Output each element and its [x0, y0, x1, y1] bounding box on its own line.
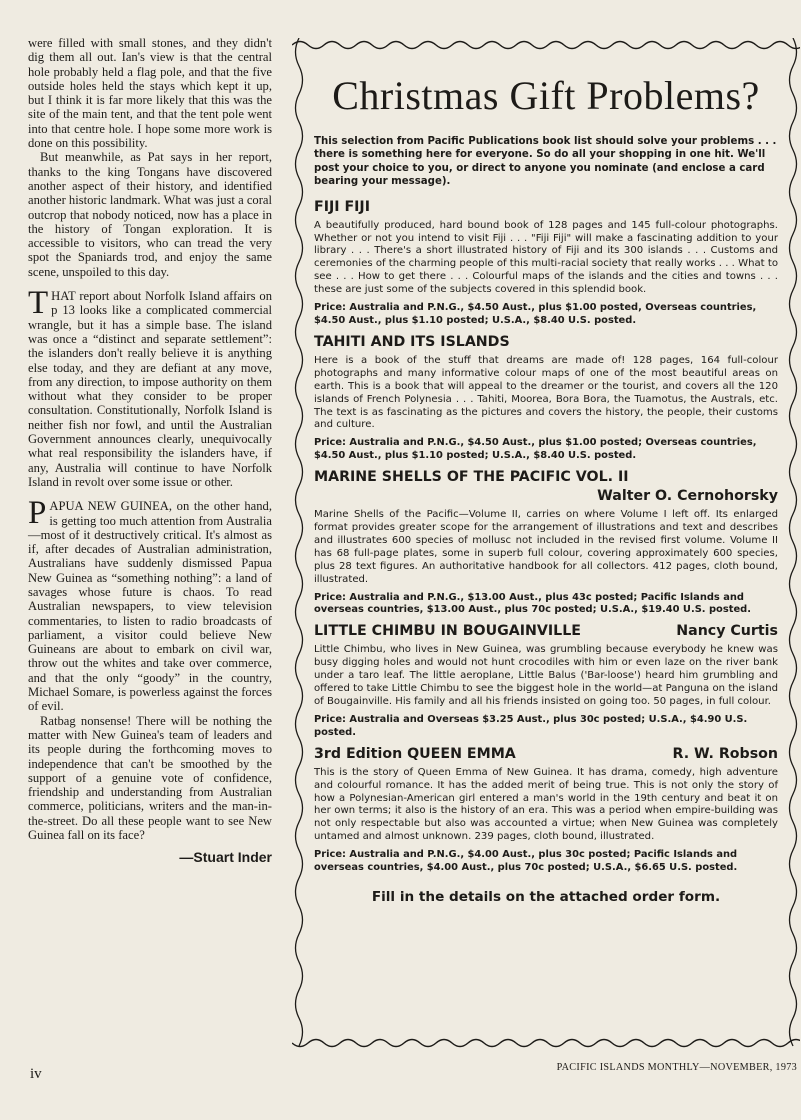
running-footer: PACIFIC ISLANDS MONTHLY—NOVEMBER, 1973 — [556, 1062, 797, 1073]
book-title: 3rd Edition QUEEN EMMA — [314, 745, 516, 762]
book-description: Marine Shells of the Pacific—Volume II, carries on where Volume I left off. Its enlarged format provides greater scope for the arrangement of illustrations and text and describes and illustrates 600 species of mollusc not included in the revised first volume. Volume II has 68 full-page plates, some in superb full colour, covering approximately 600 species, plus 28 text figures. An authoritative handbook for all collectors. 412 pages, cloth bound, illustrated. — [314, 509, 778, 585]
paragraph: Ratbag nonsense! There will be nothing the matter with New Guinea's team of leaders and its people during the forthcoming moves to independence that can't be smoothed by the support of a genuine vote of confidence, friendship and understanding from Australian commerce, politicians, writers and the man-in-the-street. Do all these people want to see New Guinea fall on its face? — [28, 713, 272, 843]
drop-cap: P — [28, 495, 47, 532]
book-title: MARINE SHELLS OF THE PACIFIC VOL. II — [314, 469, 629, 486]
wavy-border-top — [292, 38, 800, 52]
book-title: TAHITI AND ITS ISLANDS — [314, 333, 510, 350]
editorial-column — [28, 36, 272, 865]
order-form-callout: Fill in the details on the attached order form. — [371, 888, 721, 905]
author-signature: —Stuart Inder — [179, 849, 272, 866]
book-description: Little Chimbu, who lives in New Guinea, was grumbling because everybody he knew was busy digging holes and would not hunt crocodiles with him or even laze on the river bank under a taro leaf. The little aeroplane, Little Balus ('Bar-loose') heard him grumbling and offered to take Little Chimbu to see the biggest hole in the world—at Panguna on the island of Bougainville. His family and all his friends insisted on going too. 50 pages, in full colour. — [314, 644, 778, 707]
wavy-border-left — [292, 38, 306, 1050]
book-price: Price: Australia and P.N.G., $13.00 Aust., plus 43c posted; Pacific Islands and overseas countries, $13.00 Aust., plus 70c posted; U.S.A., $19.40 U.S. posted. — [314, 591, 751, 616]
christmas-advertisement — [292, 38, 800, 1050]
book-entry — [314, 623, 778, 739]
book-heading — [314, 334, 778, 350]
book-price: Price: Australia and Overseas $3.25 Aust., plus 30c posted; U.S.A., $4.90 U.S. posted. — [314, 713, 748, 738]
book-price: Price: Australia and P.N.G., $4.50 Aust., plus $1.00 posted, Overseas countries, $4.50 Aust., plus $1.10 posted; U.S.A., $8.40 U.S. posted. — [314, 302, 757, 326]
book-price: Price: Australia and P.N.G., $4.50 Aust., plus $1.00 posted; Overseas countries, $4.50 Aust., plus $1.10 posted; U.S.A., $8.40 U.S. posted. — [314, 437, 757, 462]
book-heading — [314, 623, 778, 639]
ad-intro: This selection from Pacific Publications book list should solve your problems . . . there is something here for everyone. So do all your shopping in one hit. We'll post your choice to you, or direct to anyone you nominate (and enclose a card bearing your message). — [314, 136, 777, 188]
book-heading — [314, 199, 778, 215]
ad-content — [314, 68, 778, 905]
paragraph — [28, 495, 272, 714]
book-entry — [314, 746, 778, 875]
paragraph-text: APUA NEW GUINEA, on the other hand, is getting too much attention from Australia—most of it destructively critical. It's almost as if, after decades of Australian administration, Australians have suddenly dismissed Papua New Guinea as “something nothing”: a land of savages whose future is chaos. To read Australian newspapers, to view television commentaries, to listen to radio broadcasts of parliament, a visitor could believe New Guineans are about to embark on civil war, throw out the whites and take over commerce, and that the only “goody” in the country, Michael Somare, is powerless against the forces of evil. — [28, 499, 272, 714]
book-author: R. W. Robson — [672, 745, 778, 762]
book-heading — [314, 469, 778, 485]
book-description: Here is a book of the stuff that dreams are made of! 128 pages, 164 full-colour photographs and many informative colour maps of one of the most beautiful areas on earth. This is a book that will appeal to the dreamer or the tourist, and covers all the 120 islands of French Polynesia . . . Tahiti, Moorea, Bora Bora, the Tuamotus, the Australs, etc. The text is as fascinating as the pictures and covers the history, the people, their customs and culture. — [314, 354, 778, 431]
wavy-border-bottom — [292, 1036, 800, 1050]
book-title: FIJI FIJI — [314, 198, 370, 215]
paragraph: But meanwhile, as Pat says in her report, thanks to the king Tongans have discovered another aspect of their history, and identified another historic landmark. What was just a coral outcrop that nobody noticed, now has a place in the history of Tongan exploration. It is accessible to visitors, who can tread the very spot the Spaniards trod, and enjoy the same scene, unspoiled to this day. — [28, 150, 272, 279]
book-heading — [314, 746, 778, 762]
drop-cap: T — [28, 285, 49, 322]
paragraph-text: HAT report about Norfolk Island affairs on p 13 looks like a complicated commercial wrangle, but it has a simple base. The island was once a “distinct and separate settlement”: the islanders don't really believe it is anything else today, and they are defiant at any move, from any direction, to impose authority on them without what they consider to be proper consultation. Constitutionally, Norfolk Island is neither fish nor fowl, and until the Australian Government announces clearly, unequivocally what real responsibility the islanders have, if any, Australia will continue to have Norfolk Island in revolt over some issue or other. — [28, 289, 272, 489]
book-author: Nancy Curtis — [676, 623, 778, 640]
book-description: This is the story of Queen Emma of New Guinea. It has drama, comedy, high adventure and colourful romance. It has the added merit of being true. This is not only the story of how a Polynesian-American girl entered a man's world in the 19th century and beat it on her own terms; it also is the history of an era. This was a period when empire-building was not only respectable but also was accounted a virtue; when New Guinea was completely untamed and almost unknown. 239 pages, cloth bound, illustrated. — [314, 766, 778, 843]
paragraph: were filled with small stones, and they didn't dig them all out. Ian's view is that the central hole probably held a flag pole, and that the five outside holes held the stays which kept it up, but I think it is far more likely that this was the site of the main tent, and that the tent pole went into that centre hole. I hope some more work is done on this possibility. — [28, 36, 272, 151]
paragraph — [28, 285, 272, 489]
book-description: A beautifully produced, hard bound book of 128 pages and 145 full-colour photographs. Whether or not you intend to visit Fiji . . . "Fiji Fiji" will make a fascinating addition to your library . . . There's a short illustrated history of Fiji and its 300 islands . . . Customs and ceremonies of the charming people of this multi-racial society that really works . . . What to see . . . How to get there . . . Colourful maps of the islands and the cities and towns . . . these are just some of the subjects covered in this splendid book. — [314, 219, 778, 296]
book-author-line — [314, 488, 778, 504]
ad-title: Christmas Gift Problems? — [332, 73, 760, 118]
book-entry — [314, 469, 778, 617]
book-price: Price: Australia and P.N.G., $4.00 Aust., plus 30c posted; Pacific Islands and overseas countries, $4.00 Aust., plus 70c posted; U.S.A., $6.65 U.S. posted. — [314, 849, 738, 874]
book-entry — [314, 199, 778, 328]
book-title: LITTLE CHIMBU IN BOUGAINVILLE — [314, 623, 581, 640]
page-number: iv — [30, 1066, 42, 1082]
wavy-border-right — [786, 38, 800, 1050]
book-author: Walter O. Cernohorsky — [597, 488, 778, 505]
book-entry — [314, 334, 778, 463]
